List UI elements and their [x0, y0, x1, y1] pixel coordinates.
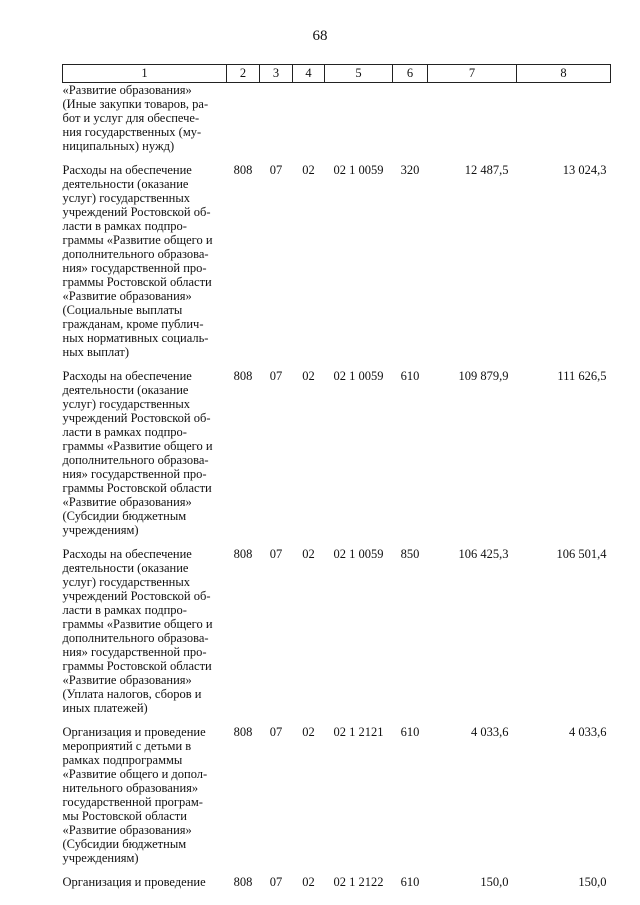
description-cell — [63, 875, 227, 899]
amount-col8: 106 501,4 — [556, 547, 607, 561]
section-code: 07 — [269, 163, 283, 177]
description-cell — [63, 83, 227, 164]
header-cell: 2 — [227, 65, 260, 83]
description-line: дополнительного образова- — [62, 247, 209, 261]
description-line: мероприятий с детьми в — [62, 739, 192, 753]
header-cell: 5 — [325, 65, 393, 83]
description-line: услуг) государственных — [62, 397, 190, 411]
target-article-code — [325, 83, 393, 164]
table-row — [63, 547, 611, 725]
amount-col7: 106 425,3 — [458, 547, 509, 561]
table-row — [63, 83, 611, 164]
section-code: 07 — [269, 875, 283, 889]
amount-col7: 12 487,5 — [464, 163, 509, 177]
expense-type-code: 850 — [400, 547, 420, 561]
description-line: граммы «Развитие общего и — [62, 233, 213, 247]
target-article-code: 02 1 0059 — [333, 163, 384, 177]
table-row — [63, 725, 611, 875]
subsection-code — [293, 83, 325, 164]
description-line: (Уплата налогов, сборов и — [62, 687, 202, 701]
subsection-code: 02 — [302, 875, 315, 889]
description-line: учреждений Ростовской об- — [62, 411, 211, 425]
description-cell — [63, 725, 227, 875]
amount-col8: 111 626,5 — [557, 369, 607, 383]
amount-col8 — [517, 83, 611, 164]
target-article-code: 02 1 0059 — [333, 369, 384, 383]
subsection-code: 02 — [302, 163, 315, 177]
description-line: Расходы на обеспечение — [62, 547, 192, 561]
description-line: «Развитие образования» — [62, 83, 192, 97]
description-line: (Социальные выплаты — [62, 303, 183, 317]
description-line: деятельности (оказание — [62, 561, 189, 575]
header-row — [63, 65, 611, 83]
grbs-code: 808 — [233, 725, 253, 739]
description-line: бот и услуг для обеспече- — [62, 111, 200, 125]
description-line: рамках подпрограммы — [62, 753, 183, 767]
description-line: ния» государственной про- — [62, 467, 207, 481]
description-line: Расходы на обеспечение — [62, 163, 192, 177]
description-line: «Развитие образования» — [62, 495, 192, 509]
subsection-code: 02 — [302, 369, 315, 383]
description-line: ласти в рамках подпро- — [62, 219, 187, 233]
section-code: 07 — [269, 725, 283, 739]
header-cell: 4 — [293, 65, 325, 83]
amount-col8: 4 033,6 — [569, 725, 607, 739]
expense-type-code: 320 — [400, 163, 420, 177]
description-line: ных нормативных социаль- — [62, 331, 209, 345]
page-number: 68 — [312, 28, 328, 44]
description-line: граммы Ростовской области — [62, 275, 212, 289]
header-cell: 1 — [63, 65, 227, 83]
target-article-code: 02 1 2122 — [333, 875, 384, 889]
description-line: иных платежей) — [62, 701, 148, 715]
header-cell: 6 — [393, 65, 428, 83]
description-line: ния» государственной про- — [62, 261, 207, 275]
table-row — [63, 875, 611, 899]
description-line: граммы Ростовской области — [62, 659, 212, 673]
grbs-code: 808 — [233, 547, 253, 561]
amount-col8: 150,0 — [578, 875, 607, 889]
description-line: ласти в рамках подпро- — [62, 603, 187, 617]
section-code: 07 — [269, 547, 283, 561]
grbs-code — [227, 83, 260, 164]
header-cell: 7 — [428, 65, 517, 83]
table-body — [63, 83, 611, 900]
target-article-code: 02 1 0059 — [333, 547, 384, 561]
amount-col7: 109 879,9 — [458, 369, 509, 383]
description-line: учреждений Ростовской об- — [62, 205, 211, 219]
description-line: услуг) государственных — [62, 575, 190, 589]
description-line: деятельности (оказание — [62, 177, 189, 191]
budget-table — [62, 64, 611, 899]
amount-col7: 4 033,6 — [471, 725, 509, 739]
description-line: дополнительного образова- — [62, 453, 209, 467]
description-line: граммы «Развитие общего и — [62, 439, 213, 453]
grbs-code: 808 — [233, 369, 253, 383]
description-cell — [63, 547, 227, 725]
description-line: государственной програм- — [62, 795, 203, 809]
expense-type-code: 610 — [400, 369, 420, 383]
description-line: «Развитие образования» — [62, 289, 192, 303]
table-row — [63, 163, 611, 369]
section-code: 07 — [269, 369, 283, 383]
description-line: учреждениям) — [62, 851, 139, 865]
target-article-code: 02 1 2121 — [333, 725, 384, 739]
description-line: ласти в рамках подпро- — [62, 425, 187, 439]
grbs-code: 808 — [233, 163, 253, 177]
description-cell — [63, 163, 227, 369]
description-line: «Развитие общего и допол- — [62, 767, 208, 781]
description-line: граммы Ростовской области — [62, 481, 212, 495]
description-line: нительного образования» — [62, 781, 199, 795]
description-line: ния государственных (му- — [62, 125, 202, 139]
description-line: Организация и проведение — [62, 725, 206, 739]
description-line: ных выплат) — [62, 345, 130, 359]
grbs-code: 808 — [233, 875, 253, 889]
description-line: граммы «Развитие общего и — [62, 617, 213, 631]
expense-type-code — [393, 83, 428, 164]
description-line: (Субсидии бюджетным — [62, 837, 187, 851]
subsection-code: 02 — [302, 725, 315, 739]
description-line: ниципальных) нужд) — [62, 139, 175, 153]
description-line: дополнительного образова- — [62, 631, 209, 645]
amount-col8: 13 024,3 — [562, 163, 607, 177]
header-cell: 8 — [517, 65, 611, 83]
description-line: ния» государственной про- — [62, 645, 207, 659]
expense-type-code: 610 — [400, 875, 420, 889]
amount-col7: 150,0 — [480, 875, 509, 889]
description-line: учреждений Ростовской об- — [62, 589, 211, 603]
subsection-code: 02 — [302, 547, 315, 561]
description-line: Расходы на обеспечение — [62, 369, 192, 383]
header-cell: 3 — [260, 65, 293, 83]
section-code — [260, 83, 293, 164]
description-line: Организация и проведение — [62, 875, 206, 889]
table-row — [63, 369, 611, 547]
amount-col7 — [428, 83, 517, 164]
description-line: деятельности (оказание — [62, 383, 189, 397]
description-line: гражданам, кроме публич- — [62, 317, 204, 331]
description-line: учреждениям) — [62, 523, 139, 537]
description-line: (Иные закупки товаров, ра- — [62, 97, 209, 111]
description-cell — [63, 369, 227, 547]
description-line: «Развитие образования» — [62, 673, 192, 687]
description-line: услуг) государственных — [62, 191, 190, 205]
description-line: (Субсидии бюджетным — [62, 509, 187, 523]
description-line: «Развитие образования» — [62, 823, 192, 837]
description-line: мы Ростовской области — [62, 809, 187, 823]
expense-type-code: 610 — [400, 725, 420, 739]
